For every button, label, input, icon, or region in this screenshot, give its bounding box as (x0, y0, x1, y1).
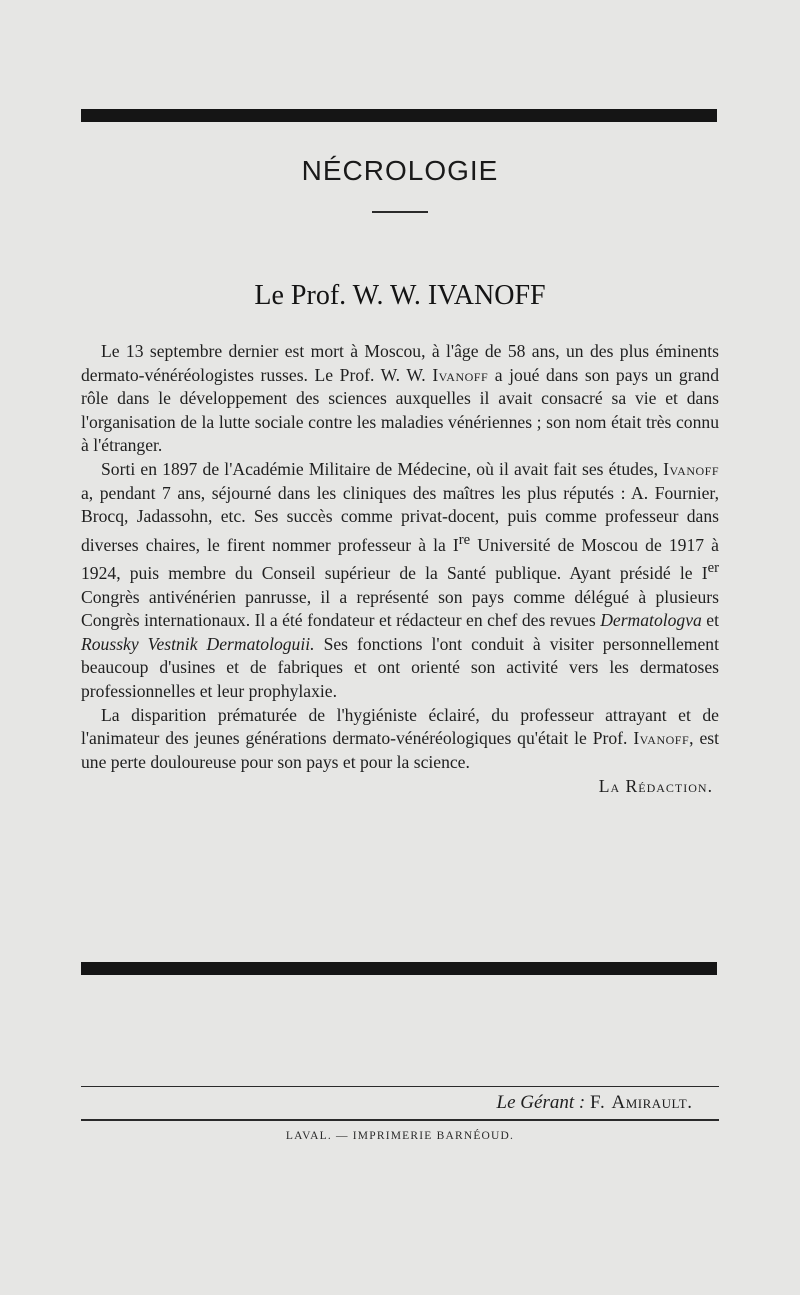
article-title: Le Prof. W. W. IVANOFF (254, 280, 546, 311)
gerant-role: Le Gérant : (496, 1092, 586, 1113)
journal-title: Dermatologva (600, 610, 702, 631)
gerant-name: F. Amirault. (589, 1092, 693, 1113)
person-name: Ivanoff (633, 728, 690, 749)
person-name: Ivanoff (663, 458, 719, 479)
signature: La Rédaction. (598, 776, 713, 797)
printer-imprint: LAVAL. — IMPRIMERIE BARNÉOUD. (285, 1130, 515, 1142)
gerant-line (81, 1092, 693, 1114)
person-name: Ivanoff (432, 364, 489, 385)
journal-title: Roussky Vestnik Dermatologuii. (81, 633, 315, 654)
paragraph-3: La disparition prématurée de l'hygiéniste éclairé, du professeur attrayant et de l'animateur des jeunes générations dermato-vénéréologiques qu'était le Prof. Ivanoff, est une perte douloureuse pour son pays et pour la science. (81, 704, 719, 772)
footer-rule-upper (81, 1086, 719, 1087)
footer-rule-lower (81, 1119, 719, 1121)
top-thick-rule (81, 109, 717, 122)
paragraph-2: Sorti en 1897 de l'Académie Militaire de Médecine, où il avait fait ses études, Ivanoff a, pendant 7 ans, séjourné dans les cliniques des maîtres les plus réputés : A. Fournier, Brocq, Jadassohn, etc. Ses succès comme privat-docent, puis comme professeur dans diverses chaires, le firent nommer professeur à la Ire Université de Moscou de 1917 à 1924, puis membre du Conseil supérieur de la Santé publique. Ayant présidé le Ier Congrès antivénérien panrusse, il a représenté son pays comme délégué à plusieurs Congrès internationaux. Il a été fondateur et rédacteur en chef des revues Dermatologva et Roussky Vestnik Dermatologuii. Ses fonctions l'ont conduit à visiter personnellement beaucoup d'usines et de fabriques et ont orienté son activité vers les dermatoses professionnelles et leur prophylaxie. (81, 458, 719, 702)
bottom-thick-rule (81, 962, 717, 975)
paragraph-1: Le 13 septembre dernier est mort à Moscou, à l'âge de 58 ans, un des plus éminents dermato-vénéréologistes russes. Le Prof. W. W. Ivanoff a joué dans son pays un grand rôle dans le développement des sciences auxquelles il avait consacré sa vie et dans l'organisation de la lutte sociale contre les maladies vénériennes ; son nom était très connu à l'étranger. (81, 341, 719, 456)
section-title: NÉCROLOGIE (301, 155, 499, 186)
article-body (81, 340, 719, 799)
title-short-rule (372, 211, 428, 213)
